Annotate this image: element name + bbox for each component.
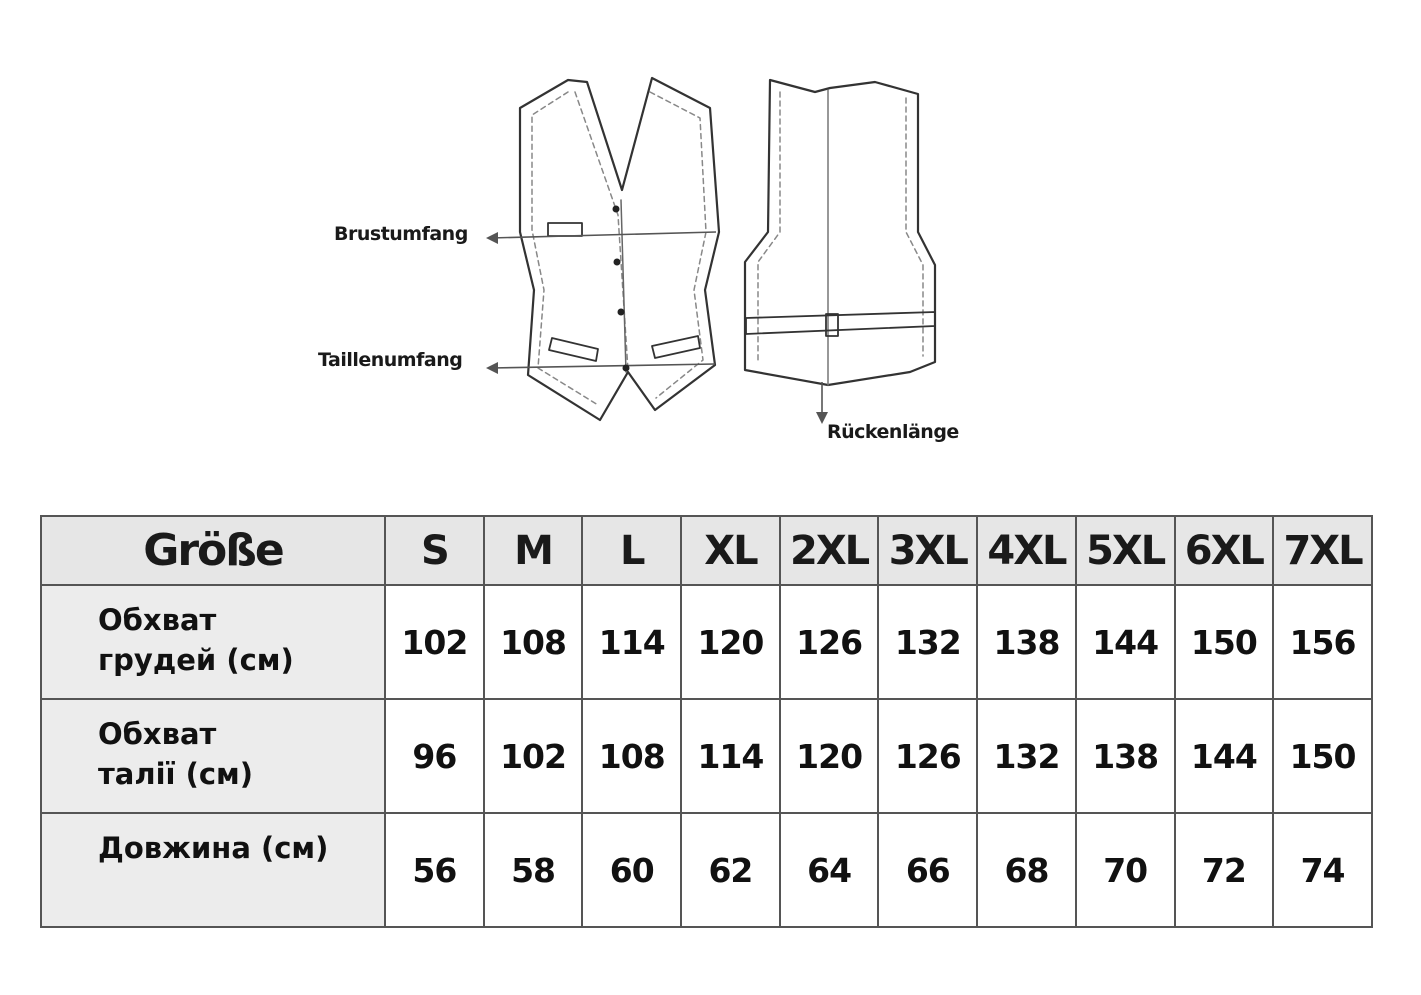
size-header-5xl: 5XL xyxy=(1076,516,1175,585)
table-cell: 74 xyxy=(1273,813,1372,927)
vest-button xyxy=(613,206,620,213)
back-length-measure-label: Rückenlänge xyxy=(827,421,959,443)
table-row-chest xyxy=(41,585,1372,699)
table-cell: 144 xyxy=(1175,699,1274,813)
size-header-s: S xyxy=(385,516,484,585)
table-cell: 114 xyxy=(582,585,681,699)
vest-front-stitching xyxy=(532,92,706,405)
chest-measure-label: Brustumfang xyxy=(334,223,468,245)
table-cell: 120 xyxy=(681,585,780,699)
size-header-xl: XL xyxy=(681,516,780,585)
row-label-line: талії (см) xyxy=(98,757,253,791)
vest-illustration xyxy=(0,0,1421,480)
table-cell: 144 xyxy=(1076,585,1175,699)
table-cell: 64 xyxy=(780,813,879,927)
size-chart-table xyxy=(40,515,1373,928)
table-cell: 138 xyxy=(1076,699,1175,813)
table-cell: 66 xyxy=(878,813,977,927)
size-header-4xl: 4XL xyxy=(977,516,1076,585)
vest-back-belt xyxy=(746,312,935,334)
size-header-l: L xyxy=(582,516,681,585)
table-cell: 132 xyxy=(878,585,977,699)
waist-pocket-right xyxy=(652,336,700,358)
table-cell: 108 xyxy=(582,699,681,813)
table-header-row xyxy=(41,516,1372,585)
waist-measure-label: Taillenumfang xyxy=(318,349,463,371)
table-row-waist xyxy=(41,699,1372,813)
table-cell: 126 xyxy=(780,585,879,699)
table-cell: 56 xyxy=(385,813,484,927)
row-label-line: Обхват xyxy=(98,603,217,637)
chest-measure-line xyxy=(490,232,716,238)
table-cell: 68 xyxy=(977,813,1076,927)
vest-button xyxy=(623,365,630,372)
table-cell: 126 xyxy=(878,699,977,813)
table-cell: 96 xyxy=(385,699,484,813)
chest-pocket xyxy=(548,223,582,236)
row-label-line: Довжина (см) xyxy=(98,831,329,865)
row-label-line: Обхват xyxy=(98,717,217,751)
table-row-length xyxy=(41,813,1372,927)
table-cell: 70 xyxy=(1076,813,1175,927)
table-cell: 60 xyxy=(582,813,681,927)
waist-measure-line xyxy=(490,364,715,368)
size-header-6xl: 6XL xyxy=(1175,516,1274,585)
table-cell: 150 xyxy=(1175,585,1274,699)
table-cell: 58 xyxy=(484,813,583,927)
vest-drawing xyxy=(0,0,1421,480)
size-header-2xl: 2XL xyxy=(780,516,879,585)
size-header-3xl: 3XL xyxy=(878,516,977,585)
size-header-7xl: 7XL xyxy=(1273,516,1372,585)
waist-arrow-head xyxy=(486,362,498,374)
table-cell: 114 xyxy=(681,699,780,813)
vest-button xyxy=(618,309,625,316)
table-cell: 72 xyxy=(1175,813,1274,927)
row-label-chest xyxy=(41,585,385,699)
table-cell: 150 xyxy=(1273,699,1372,813)
table-cell: 120 xyxy=(780,699,879,813)
vest-button xyxy=(614,259,621,266)
table-cell: 108 xyxy=(484,585,583,699)
row-label-waist xyxy=(41,699,385,813)
row-label-line: грудей (см) xyxy=(98,643,294,677)
vest-back-stitching xyxy=(758,92,923,360)
row-label-length xyxy=(41,813,385,927)
waist-pocket-left xyxy=(549,338,598,361)
size-header-m: M xyxy=(484,516,583,585)
table-cell: 138 xyxy=(977,585,1076,699)
chest-arrow-head xyxy=(486,232,498,244)
table-cell: 102 xyxy=(484,699,583,813)
size-header-label: Größe xyxy=(41,516,385,585)
table-cell: 132 xyxy=(977,699,1076,813)
table-cell: 156 xyxy=(1273,585,1372,699)
table-cell: 62 xyxy=(681,813,780,927)
vest-front-center-line xyxy=(621,200,626,372)
table-cell: 102 xyxy=(385,585,484,699)
